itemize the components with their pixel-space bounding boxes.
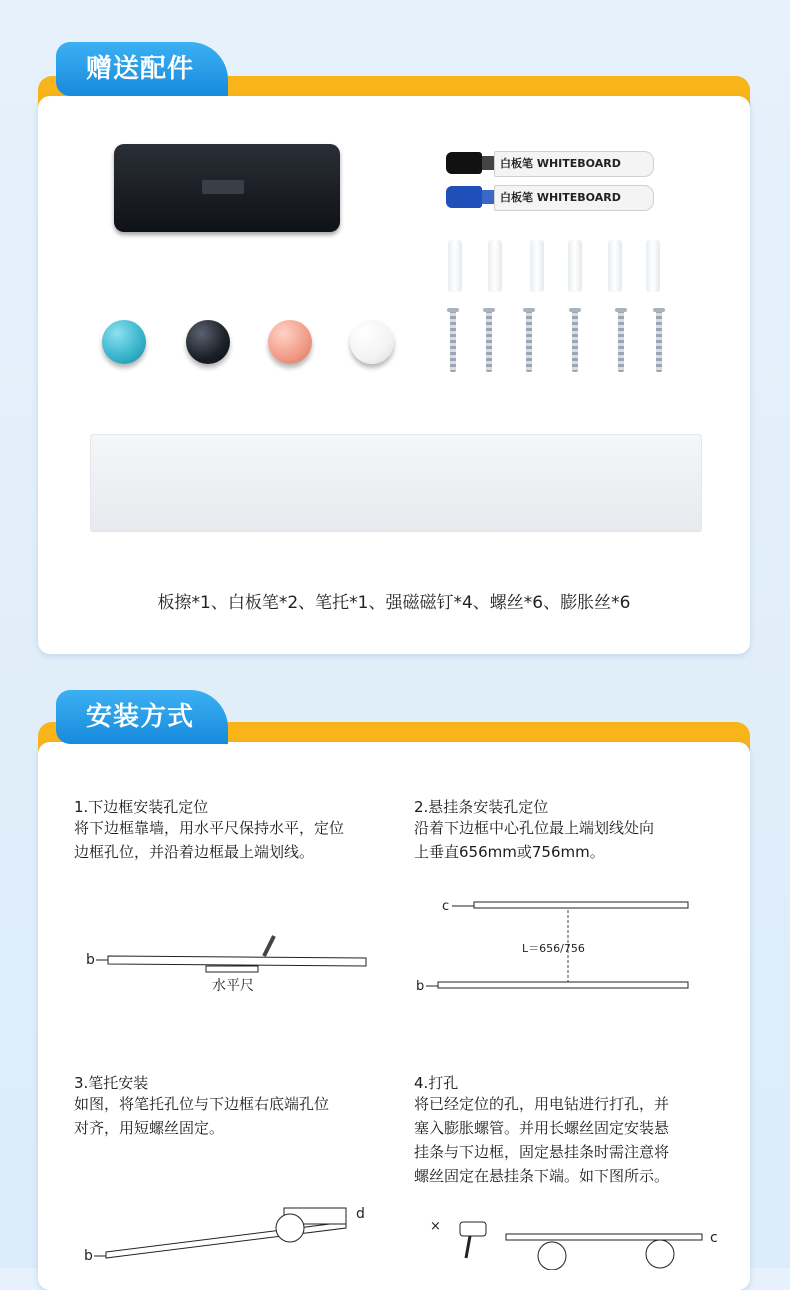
screw-icon (656, 310, 662, 372)
step-1-body-line: 将下边框靠墙，用水平尺保持水平，定位 (74, 819, 345, 837)
screw-icon (450, 310, 456, 372)
step-1-body-line: 边框孔位，并沿着边框最上端划线。 (74, 843, 315, 861)
label-ruler: 水平尺 (212, 978, 254, 994)
label-d: d (356, 1206, 365, 1222)
install-section (38, 690, 750, 1290)
label-x: × (430, 1219, 441, 1234)
accessories-section (38, 42, 750, 654)
install-card (38, 742, 750, 1290)
step-4-diagram (426, 1210, 726, 1270)
label-c: c (710, 1230, 718, 1246)
screw-icon (618, 310, 624, 372)
step-2-body-line: 沿着下边框中心孔位最上端划线处向 (414, 819, 655, 837)
blue-marker-icon (446, 184, 660, 210)
step-3-body-line: 如图，将笔托孔位与下边框右底端孔位 (74, 1095, 330, 1113)
anchor-plug-icon (646, 240, 660, 292)
screw-icon (526, 310, 532, 372)
drill-icon (460, 1222, 486, 1236)
black-marker-icon (446, 150, 660, 176)
install-tab-title: 安装方式 (56, 690, 228, 744)
marker-label: 白板笔 WHITEBOARD (500, 191, 621, 204)
magnet-icon (186, 320, 230, 364)
anchor-plug-icon (448, 240, 462, 292)
pen-tray-icon (90, 434, 702, 532)
label-b: b (86, 952, 95, 968)
step-4-title: 4.打孔 (414, 1074, 459, 1092)
whiteboard-eraser-icon (114, 144, 340, 232)
label-b: b (416, 979, 425, 994)
anchor-plug-icon (488, 240, 502, 292)
step-4-body-line: 将已经定位的孔，用电钻进行打孔，并 (414, 1095, 670, 1113)
label-c: c (442, 899, 450, 914)
magnet-icon (350, 320, 394, 364)
accessories-caption: 板擦*1、白板笔*2、笔托*1、强磁磁钉*4、螺丝*6、膨胀丝*6 (157, 593, 631, 613)
label-distance: L＝656/756 (522, 942, 585, 955)
magnet-icon (268, 320, 312, 364)
step-4-body-line: 挂条与下边框，固定悬挂条时需注意将 (414, 1143, 670, 1161)
anchor-plug-icon (530, 240, 544, 292)
step-2-diagram (408, 890, 698, 1010)
step-2-body-line: 上垂直656mm或756mm。 (414, 843, 605, 861)
marker-label: 白板笔 WHITEBOARD (500, 157, 621, 170)
step-3-diagram (84, 1198, 384, 1268)
step-4-body-line: 螺丝固定在悬挂条下端。如下图所示。 (414, 1167, 670, 1185)
magnet-icon (102, 320, 146, 364)
step-1-title: 1.下边框安装孔定位 (74, 798, 209, 816)
screw-icon (572, 310, 578, 372)
step-3-title: 3.笔托安装 (74, 1074, 149, 1092)
step-2-title: 2.悬挂条安装孔定位 (414, 798, 549, 816)
step-4-body-line: 塞入膨胀螺管。并用长螺丝固定安装悬 (414, 1119, 670, 1137)
anchor-plug-icon (608, 240, 622, 292)
accessories-card (38, 96, 750, 654)
accessories-tab-title: 赠送配件 (56, 42, 228, 96)
label-b: b (84, 1248, 93, 1264)
step-3-body-line: 对齐，用短螺丝固定。 (74, 1119, 225, 1137)
step-1-diagram (86, 928, 376, 1008)
screw-icon (486, 310, 492, 372)
anchor-plug-icon (568, 240, 582, 292)
